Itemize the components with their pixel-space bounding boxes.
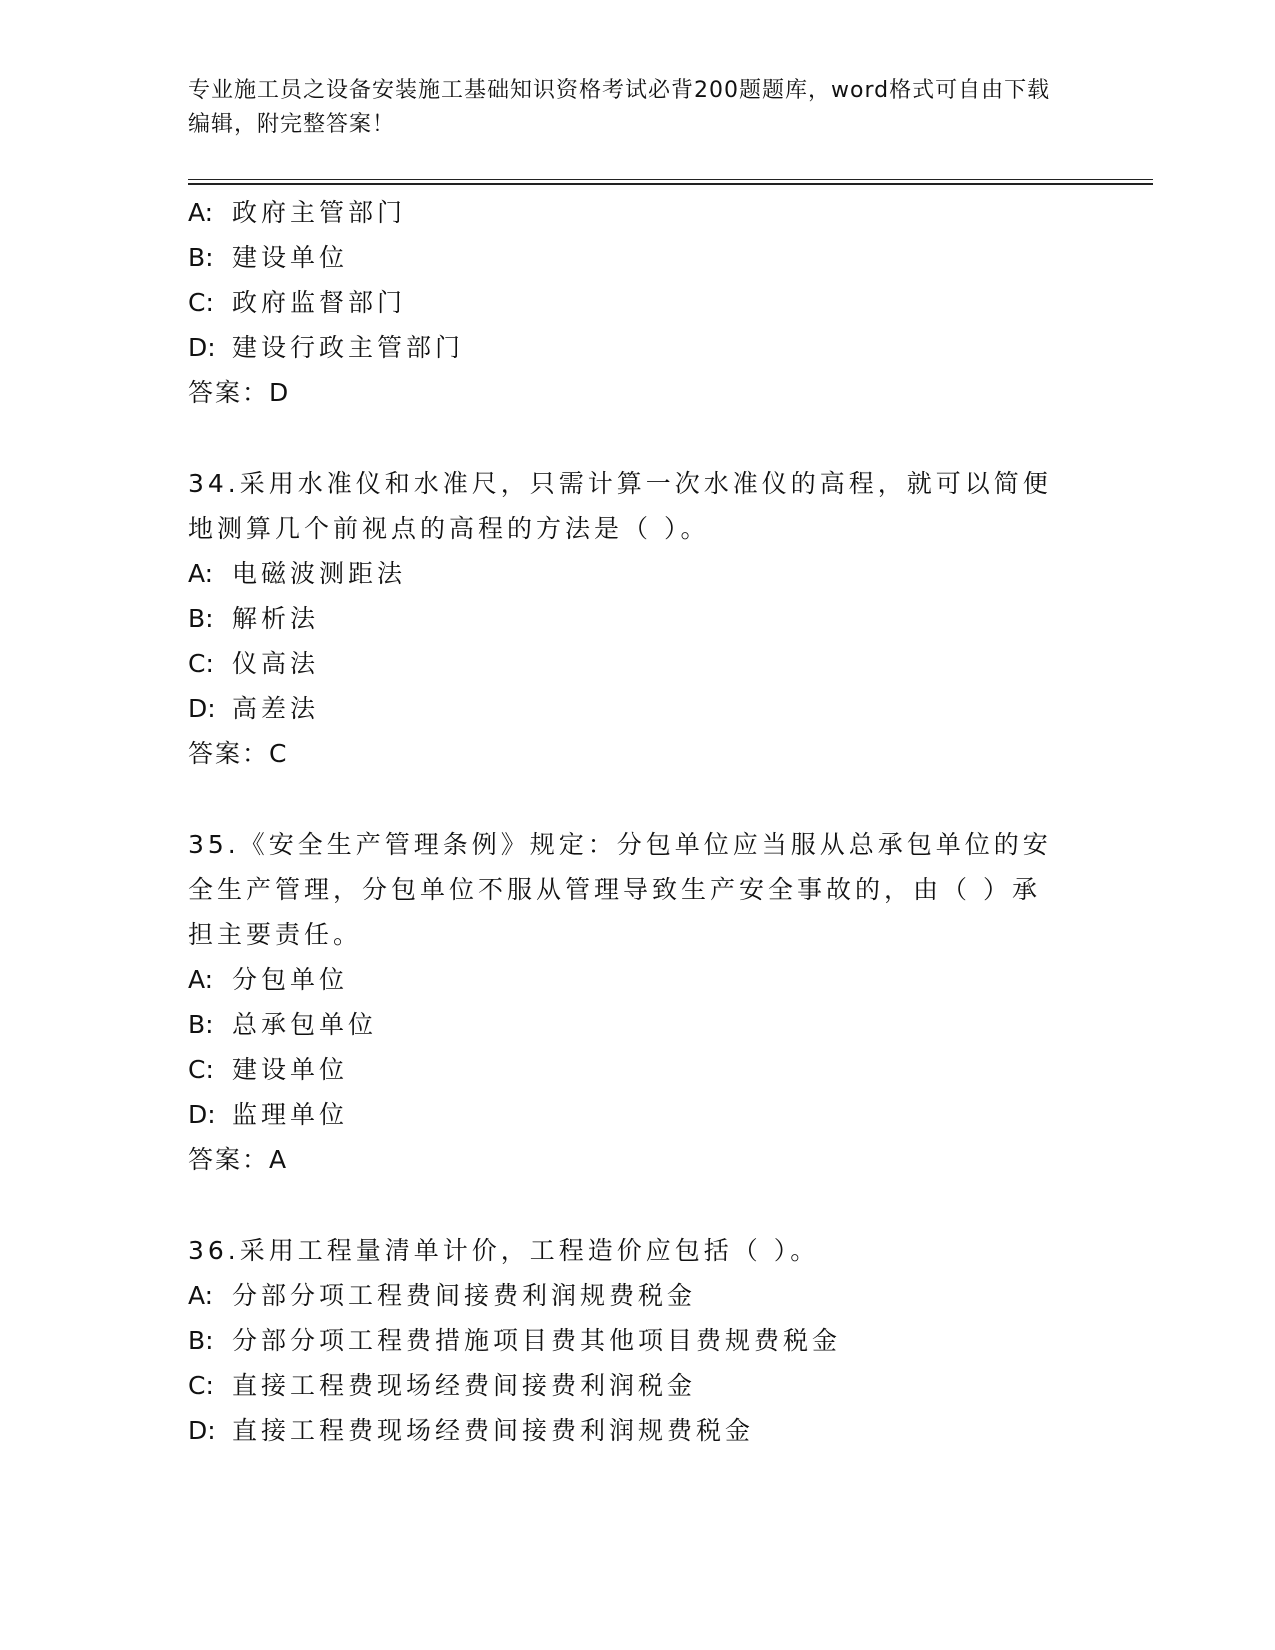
option-text: 分包单位: [232, 965, 349, 994]
option-prefix: B:: [188, 243, 214, 272]
option-prefix: C:: [188, 1055, 214, 1084]
option-b: [188, 235, 1088, 280]
answer-line: [188, 1137, 1088, 1182]
spacer: [188, 1182, 1088, 1228]
option-text: 电磁波测距法: [232, 559, 407, 588]
option-c: [188, 280, 1088, 325]
option-text: 直接工程费现场经费间接费利润规费税金: [232, 1416, 755, 1445]
option-prefix: B:: [188, 1010, 214, 1039]
option-a: [188, 1273, 1088, 1318]
answer-line: [188, 370, 1088, 415]
option-text: 分部分项工程费措施项目费其他项目费规费税金: [232, 1326, 842, 1355]
question-35: [188, 822, 1088, 1182]
option-text: 总承包单位: [232, 1010, 378, 1039]
option-prefix: D:: [188, 1416, 216, 1445]
option-prefix: D:: [188, 333, 216, 362]
question-33: [188, 190, 1088, 415]
option-text: 高差法: [232, 694, 320, 723]
option-c: [188, 1047, 1088, 1092]
answer-label: 答案：: [188, 739, 270, 768]
answer-value: A: [269, 1145, 291, 1174]
option-prefix: A:: [188, 965, 214, 994]
option-text: 建设单位: [232, 243, 349, 272]
option-d: [188, 686, 1088, 731]
option-prefix: D:: [188, 1100, 216, 1129]
option-text: 仪高法: [232, 649, 320, 678]
answer-label: 答案：: [188, 1145, 270, 1174]
option-prefix: D:: [188, 694, 216, 723]
question-36: [188, 1228, 1088, 1453]
option-text: 解析法: [232, 604, 320, 633]
answer-value: D: [269, 378, 293, 407]
option-prefix: C:: [188, 1371, 214, 1400]
header-divider-thick: [188, 183, 1153, 185]
option-c: [188, 1363, 1088, 1408]
option-prefix: B:: [188, 1326, 214, 1355]
option-d: [188, 1408, 1088, 1453]
answer-label: 答案：: [188, 378, 270, 407]
option-prefix: C:: [188, 649, 214, 678]
option-b: [188, 1318, 1088, 1363]
option-a: [188, 957, 1088, 1002]
option-text: 直接工程费现场经费间接费利润税金: [232, 1371, 697, 1400]
option-d: [188, 325, 1088, 370]
question-stem: 34.采用水准仪和水准尺，只需计算一次水准仪的高程，就可以简便地测算几个前视点的高程的方法是（ ）。: [188, 469, 1052, 543]
option-b: [188, 1002, 1088, 1047]
question-stem: 35.《安全生产管理条例》规定：分包单位应当服从总承包单位的安全生产管理，分包单位不服从管理导致生产安全事故的，由（ ）承担主要责任。: [188, 830, 1052, 949]
spacer: [188, 776, 1088, 822]
question-list: [188, 190, 1088, 1453]
answer-line: [188, 731, 1088, 776]
option-prefix: B:: [188, 604, 214, 633]
option-d: [188, 1092, 1088, 1137]
option-b: [188, 596, 1088, 641]
spacer: [188, 415, 1088, 461]
option-text: 政府监督部门: [232, 288, 407, 317]
answer-value: C: [269, 739, 291, 768]
document-header: 专业施工员之设备安装施工基础知识资格考试必背200题题库，word格式可自由下载编辑，附完整答案！: [188, 78, 1051, 137]
option-text: 政府主管部门: [232, 198, 407, 227]
option-prefix: C:: [188, 288, 214, 317]
question-34: [188, 461, 1088, 776]
header-divider-thin: [188, 179, 1153, 180]
option-c: [188, 641, 1088, 686]
option-a: [188, 551, 1088, 596]
option-a: [188, 190, 1088, 235]
option-text: 建设行政主管部门: [232, 333, 465, 362]
option-prefix: A:: [188, 559, 214, 588]
option-prefix: A:: [188, 198, 214, 227]
option-text: 建设单位: [232, 1055, 349, 1084]
question-stem: 36.采用工程量清单计价，工程造价应包括（ ）。: [188, 1236, 820, 1265]
option-text: 分部分项工程费间接费利润规费税金: [232, 1281, 697, 1310]
option-text: 监理单位: [232, 1100, 349, 1129]
option-prefix: A:: [188, 1281, 214, 1310]
